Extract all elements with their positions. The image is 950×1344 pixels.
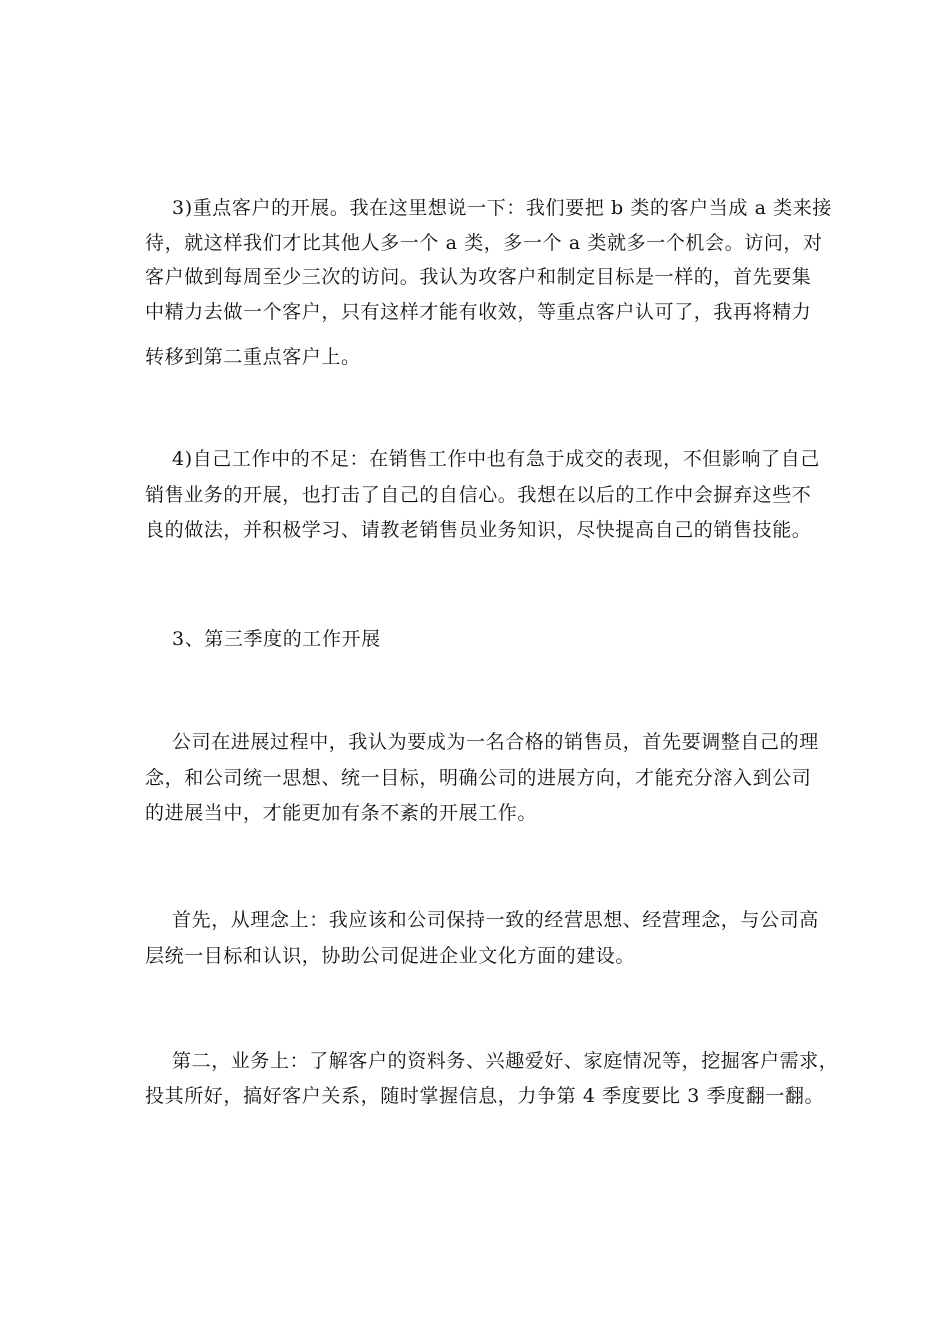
section-heading: 3、第三季度的工作开展 <box>172 628 381 650</box>
text-line: 投其所好，搞好客户关系，随时掌握信息，力争第 4 季度要比 3 季度翻一翻。 <box>145 1085 825 1107</box>
text-line: 的进展当中，才能更加有条不紊的开展工作。 <box>145 802 538 824</box>
text-line: 3)重点客户的开展。我在这里想说一下：我们要把 b 类的客户当成 a 类来接 <box>172 197 832 219</box>
text-line: 首先，从理念上：我应该和公司保持一致的经营思想、经营理念，与公司高 <box>172 909 819 931</box>
text-line: 客户做到每周至少三次的访问。我认为攻客户和制定目标是一样的，首先要集 <box>145 266 812 288</box>
text-line: 念，和公司统一思想、统一目标，明确公司的进展方向，才能充分溶入到公司 <box>145 767 812 789</box>
text-line: 层统一目标和认识，协助公司促进企业文化方面的建设。 <box>145 945 636 967</box>
text-line: 销售业务的开展，也打击了自己的自信心。我想在以后的工作中会摒弃这些不 <box>145 484 812 506</box>
text-line: 第二，业务上：了解客户的资料务、兴趣爱好、家庭情况等，挖掘客户需求， <box>172 1050 839 1072</box>
text-line: 4)自己工作中的不足：在销售工作中也有急于成交的表现，不但影响了自己 <box>172 448 820 470</box>
text-line: 转移到第二重点客户上。 <box>145 346 361 368</box>
text-line: 待，就这样我们才比其他人多一个 a 类，多一个 a 类就多一个机会。访问，对 <box>145 232 823 254</box>
text-line: 中精力去做一个客户，只有这样才能有收效，等重点客户认可了，我再将精力 <box>145 301 812 323</box>
text-line: 公司在进展过程中，我认为要成为一名合格的销售员，首先要调整自己的理 <box>172 731 819 753</box>
text-line: 良的做法，并积极学习、请教老销售员业务知识，尽快提高自己的销售技能。 <box>145 519 812 541</box>
